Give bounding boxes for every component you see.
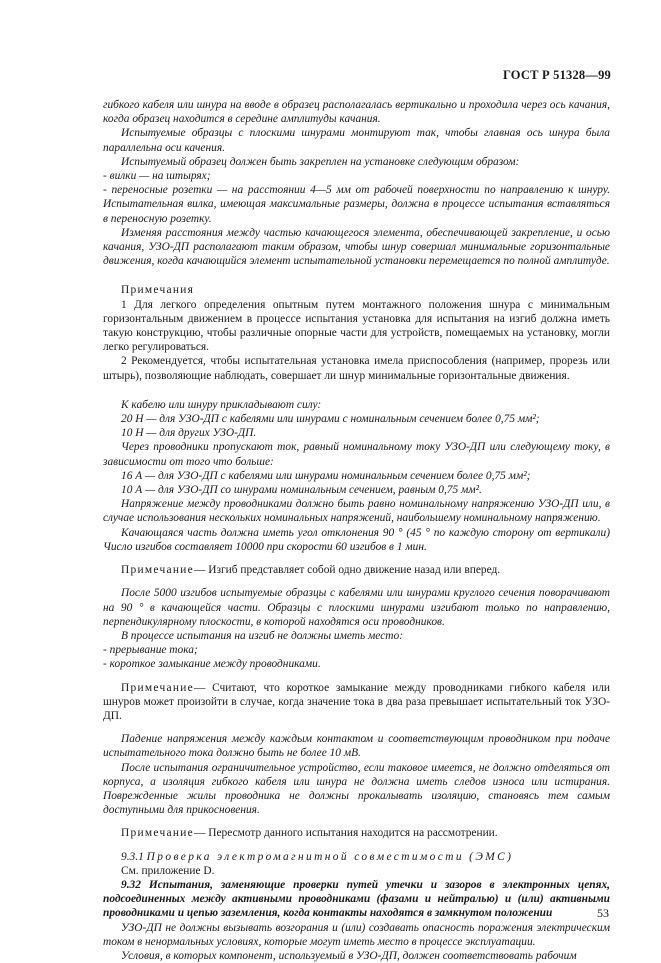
paragraph: Испытуемый образец должен быть закреплен на установке следующим образом: (121, 155, 520, 168)
voltage-paragraph: Напряжение между проводниками должно быть равно номинальному напряжению УЗО-ДП или, в случае использования нескольких номинальных напряжений, наибольшему номинальному напряжению. (103, 498, 610, 525)
section-title: Проверка электромагнитной совместимости (ЭМС) (146, 850, 514, 863)
list-item: - переносные розетки — на расстоянии 4—5 мм от рабочей поверхности по направлению к шнуру. Испытательная вилка, имеющая максимальные размеры, должна в процессе испытания вставляться в переносную розетку. (103, 184, 610, 225)
note-text: — Изгиб представляет собой одно движение назад или вперед. (194, 564, 501, 577)
note-text: — Считают, что короткое замыкание между проводниками гибкого кабеля или шнуров может произойти в случае, когда значение тока в два раза превышает испытательный ток УЗО-ДП. (103, 681, 610, 722)
section-heading: 9.32 Испытания, заменяющие проверки путей утечки и зазоров в электронных цепях, подсоединенных между активными проводниками (фазами и нейтралью) и (или) активными проводниками и цепью заземления, когда контакты находятся в замкнутом положении (103, 878, 610, 920)
section-heading (103, 850, 610, 864)
angle-paragraph: Качающаяся часть должна иметь угол отклонения 90 ° (45 ° по каждую сторону от вертикали) Число изгибов составляет 10000 при скорости 60 изгибов в 1 мин. (103, 526, 610, 553)
force-intro: К кабелю или шнуру прикладывают силу: (121, 398, 322, 411)
paragraph: После 5000 изгибов испытуемые образцы с кабелями или шнурами круглого сечения поворачивают на 90 ° в качающейся части. Образцы с плоскими шнурами изгибают только по направлению, перпендикулярному плоскости, в которой находятся оси проводников. (103, 587, 610, 628)
paragraph: См. приложение D. (121, 864, 215, 877)
document-body (103, 98, 610, 963)
note (103, 563, 610, 577)
force-line: 10 Н — для других УЗО-ДП. (121, 427, 257, 440)
paragraph: Падение напряжения между каждым контактом и соответствующим проводником при подаче испытательного тока должно быть не более 10 мВ. (103, 733, 610, 760)
note-text: — Пересмотр данного испытания находится на рассмотрении. (194, 827, 498, 840)
note-label: Примечание (121, 827, 195, 840)
paragraph: Изменяя расстояния между частью качающегося элемента, обеспечивающей закрепление, и осью качания, УЗО-ДП располагают таким образом, чтобы шнур совершал минимальные горизонтальные движения, когда качающийся элемент испытательной установки перемещается по полной амплитуде. (103, 226, 610, 268)
notes-title: Примечания (121, 284, 195, 297)
section-number: 9.3.1 (121, 850, 144, 863)
note (103, 681, 610, 724)
current-intro: Через проводники пропускают ток, равный номинальному току УЗО-ДП или следующему току, в зависимости от того что больше: (103, 441, 610, 468)
paragraph: гибкого кабеля или шнура на вводе в образец располагалась вертикально и проходила через ось качания, когда образец находится в середине амплитуды качания. (103, 99, 610, 126)
note-label: Примечание (121, 564, 195, 577)
note-item: 1 Для легкого определения опытным путем монтажного положения шнура с минимальным горизонтальным движением в процессе испытания установка для испытания на изгиб должна иметь такую конструкцию, чтобы различные опорные части для устройств, помещаемых на установку, могли легко регулироваться. (103, 298, 610, 354)
list-item: - короткое замыкание между проводниками. (103, 658, 321, 671)
current-line: 16 А — для УЗО-ДП с кабелями или шнурами номинальным сечением более 0,75 мм²; (121, 469, 531, 482)
paragraph: УЗО-ДП не должны вызывать возгорания и (или) создавать опасность поражения электрическим током в ненормальных условиях, которые могут иметь место в процессе эксплуатации. (103, 921, 610, 948)
force-line: 20 Н — для УЗО-ДП с кабелями или шнурами с номинальным сечением более 0,75 мм²; (121, 413, 540, 426)
current-line: 10 А — для УЗО-ДП со шнурами номинальным сечением, равным 0,75 мм². (121, 484, 482, 497)
list-item: - вилки — на штырях; (103, 170, 211, 183)
page-number: 53 (597, 906, 609, 920)
paragraph: Условия, в которых компонент, используемый в УЗО-ДП, должен соответствовать рабочим (121, 949, 577, 962)
list-item: - прерывание тока; (103, 644, 198, 657)
paragraph: Испытуемые образцы с плоскими шнурами монтируют так, чтобы главная ось шнура была параллельна оси качения. (103, 127, 610, 154)
paragraph: В процессе испытания на изгиб не должны иметь место: (121, 629, 403, 642)
note-label: Примечание (121, 681, 195, 694)
paragraph: После испытания ограничительное устройство, если таковое имеется, не должно отделяться от корпуса, а изоляция гибкого кабеля или шнура не должна иметь следов износа или истирания. Поврежденные жилы проводника не должны прокалывать изоляцию, становясь тем самым доступными для прикосновения. (103, 761, 610, 817)
note (103, 826, 610, 840)
standard-header: ГОСТ Р 51328—99 (502, 68, 611, 82)
note-item: 2 Рекомендуется, чтобы испытательная установка имела приспособления (например, прорезь или штырь), позволяющие наблюдать, совершает ли шнур минимальные горизонтальные движения. (103, 355, 610, 382)
